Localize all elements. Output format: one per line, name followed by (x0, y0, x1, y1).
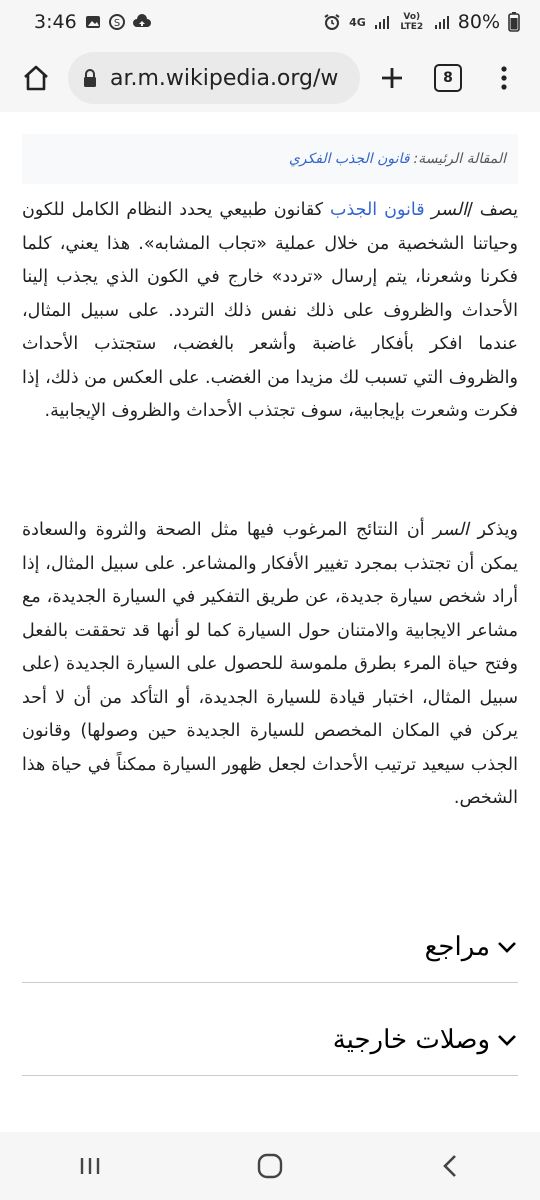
back-button[interactable] (420, 1141, 480, 1191)
chevron-down-icon (496, 936, 518, 958)
system-nav-bar (0, 1132, 540, 1200)
hatnote-prefix: المقالة الرئيسة: (413, 151, 506, 167)
section-title-external-links: وصلات خارجية (332, 1025, 490, 1055)
section-references[interactable] (22, 912, 518, 983)
home-button[interactable] (12, 54, 60, 102)
app-notification-icon (109, 14, 125, 30)
status-right (323, 11, 520, 33)
p2-italic: السر (433, 520, 469, 540)
p1-italic: السر (431, 200, 467, 220)
cloud-upload-icon (133, 14, 151, 30)
recents-icon (78, 1154, 102, 1178)
status-left (34, 11, 151, 33)
battery-icon (508, 12, 520, 32)
paragraph-1: يصف /السر قانون الجذب كقانون طبيعي يحدد النظام الكامل للكون وحياتنا الشخصية من خلال عملية «تجاب المشابه». هذا يعني، كلما فكرنا وشعرنا، يتم إرسال «تردد» خارج في الكون الذي يجذب إلينا الأحداث والظروف على ذلك نفس ذلك التردد. على سبيل المثال، عندما افكر بأفكار غاضبة وأشعر بالغضب، ستجتذب الأحداث والظروف التي تسبب لك مزيدا من الغضب. على العكس من ذلك، إذا فكرت وشعرت بإيجابية، سوف تجتذب الأحداث والظروف الإيجابية. (22, 200, 518, 421)
tabs-button[interactable] (424, 54, 472, 102)
home-nav-button[interactable] (240, 1141, 300, 1191)
more-vert-icon (500, 65, 508, 91)
menu-button[interactable] (480, 54, 528, 102)
gallery-icon (85, 14, 101, 30)
battery-text: 80% (457, 11, 500, 33)
section-external-links[interactable] (22, 1005, 518, 1076)
new-tab-button[interactable] (368, 54, 416, 102)
p1-space (425, 200, 432, 220)
browser-toolbar (0, 44, 540, 112)
alarm-icon (323, 13, 341, 31)
p2-rest: أن النتائج المرغوب فيها مثل الصحة والثروة والسعادة يمكن أن تجتذب بمجرد تغيير الأفكار والمشاعر. على سبيل المثال، إذا أراد شخص سيارة جديدة، عن طريق التفكير في السيارة الجديدة، مع مشاعر الايجابية والامتنان حول السيارة كما لو أنها قد تحققت بالفعل وفتح حياة المرء بطرق ملموسة للحصول على السيارة الجديدة (على سبيل المثال، اختبار قيادة للسيارة الجديدة، أو التأكد من أن لا أحد يركن في المكان المخصص للسيارة الجديدة حين وصولها) وقانون الجذب سيعيد ترتيب الأحداث لجعل ظهور السيارة ممكناً في حياة هذا الشخص. (22, 520, 518, 808)
tab-count: 8 (434, 64, 462, 92)
law-of-attraction-link[interactable]: قانون الجذب (330, 200, 425, 220)
status-bar (0, 0, 540, 44)
home-icon (21, 63, 51, 93)
signal-icon (374, 14, 390, 30)
section-title-references: مراجع (424, 932, 490, 962)
hatnote (22, 134, 518, 184)
svg-text:S: S (113, 18, 120, 29)
hatnote-link[interactable]: قانون الجذب الفكري (288, 151, 410, 167)
url-text: ar.m.wikipedia.org/w (110, 65, 339, 91)
home-circle-icon (257, 1153, 283, 1179)
p1-rest: كقانون طبيعي يحدد النظام الكامل للكون وحياتنا الشخصية من خلال عملية «تجاب المشابه». هذا يعني، كلما فكرنا وشعرنا، يتم إرسال «تردد» خارج في الكون الذي يجذب إلينا الأحداث والظروف على ذلك نفس ذلك التردد. على سبيل المثال، عندما افكر بأفكار غاضبة وأشعر بالغضب، ستجتذب الأحداث والظروف التي تسبب لك مزيدا من الغضب. على العكس من ذلك، إذا فكرت وشعرت بإيجابية، سوف تجتذب الأحداث والظروف الإيجابية. (22, 200, 518, 421)
volte-indicator: Vo) LTE2 (400, 12, 424, 32)
network-indicator: 4G (349, 15, 366, 29)
chevron-down-icon (496, 1029, 518, 1051)
plus-icon (379, 65, 405, 91)
address-bar[interactable] (68, 52, 360, 104)
p2-start: ويذكر (468, 520, 518, 540)
status-time: 3:46 (34, 11, 77, 33)
recents-button[interactable] (60, 1141, 120, 1191)
lock-icon (82, 68, 98, 88)
back-icon (442, 1153, 458, 1179)
page-content (0, 112, 540, 1132)
p1-start: يصف (472, 200, 518, 220)
paragraph-2 (22, 514, 518, 816)
signal-icon-2 (434, 14, 450, 30)
